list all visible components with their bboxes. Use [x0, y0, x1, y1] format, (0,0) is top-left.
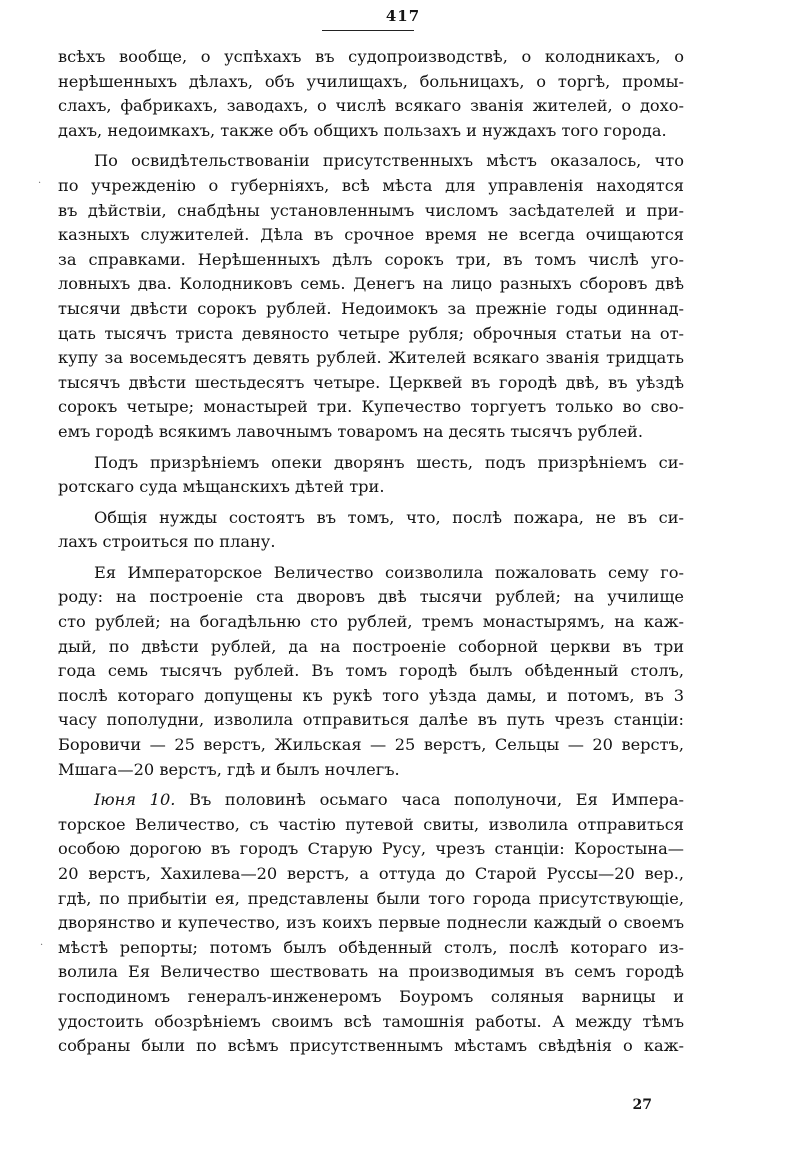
text-line: за справками. Нерѣшенныхъ дѣлъ сорокъ три, въ томъ числѣ уго-	[58, 249, 684, 269]
body-text	[58, 45, 684, 1059]
text-line: особою дорогою въ городъ Старую Русу, чрезъ станціи: Коростына—	[58, 839, 684, 859]
text-line: Ея Императорское Величество соизволила пожаловать сему го-	[94, 562, 684, 582]
text-line: ротскаго суда мѣщанскихъ дѣтей три.	[58, 477, 385, 497]
text-line: господиномъ генералъ-инженеромъ Боуромъ соляныя варницы и	[58, 986, 684, 1006]
text-line: по учрежденію о губерніяхъ, всѣ мѣста для управленія находятся	[58, 175, 684, 195]
text-line: Общія нужды состоятъ въ томъ, что, послѣ пожара, не въ си-	[94, 507, 684, 527]
text-line: часу пополудни, изволила отправиться далѣе въ путь чрезъ станціи:	[58, 710, 684, 730]
text-line: По освидѣтельствованіи присутственныхъ мѣстъ оказалось, что	[94, 151, 684, 171]
text-line: роду: на построеніе ста дворовъ двѣ тысячи рублей; на училище	[58, 587, 684, 607]
text-line: цать тысячъ триста девяносто четыре рубля; оброчныя статьи на от-	[58, 323, 684, 343]
text-line: года семь тысячъ рублей. Въ томъ городѣ былъ обѣденный столъ,	[58, 661, 684, 681]
date-heading: Іюня 10.	[94, 790, 176, 810]
paragraph-6	[58, 788, 684, 1059]
text-line: Мшага—20 верстъ, гдѣ и былъ ночлегъ.	[58, 759, 400, 779]
paragraph-4	[58, 506, 684, 555]
paragraph-3	[58, 451, 684, 500]
text-line: волила Ея Величество шествовать на производимыя въ семъ городѣ	[58, 962, 684, 982]
text-line: нерѣшенныхъ дѣлахъ, объ училищахъ, больницахъ, о торгѣ, промы-	[58, 71, 684, 91]
signature-mark: 27	[632, 1097, 652, 1113]
text-line: Боровичи — 25 верстъ, Жильская — 25 верстъ, Сельцы — 20 верстъ,	[58, 735, 684, 755]
text-line: собраны были по всѣмъ присутственнымъ мѣстамъ свѣдѣнія о каж-	[58, 1036, 684, 1056]
paragraph-2	[58, 149, 684, 444]
text-line: всѣхъ вообще, о успѣхахъ въ судопроизводствѣ, о колодникахъ, о	[58, 47, 684, 66]
text-line: удостоить обозрѣніемъ своимъ всѣ тамошнія работы. А между тѣмъ	[58, 1011, 684, 1031]
text-line: дворянство и купечество, изъ коихъ первые поднесли каждый о своемъ	[58, 913, 684, 933]
text-line: сорокъ четыре; монастырей три. Купечество торгуетъ только во сво-	[58, 397, 684, 417]
text-line: сто рублей; на богадѣльню сто рублей, тремъ монастырямъ, на каж-	[58, 612, 684, 632]
text-line-rest: Въ половинѣ осьмаго часа пополуночи, Ея Импера-	[175, 790, 684, 810]
text-line: емъ городѣ всякимъ лавочнымъ товаромъ на десять тысячъ рублей.	[58, 421, 643, 441]
text-line: ловныхъ два. Колодниковъ семь. Денегъ на лицо разныхъ сборовъ двѣ	[58, 274, 684, 294]
margin-speck: ·	[40, 940, 44, 951]
text-line	[58, 788, 684, 813]
paragraph-5	[58, 561, 684, 782]
text-line: купу за восемьдесятъ девять рублей. Жителей всякаго званія тридцать	[58, 348, 684, 368]
text-line: мѣстѣ репорты; потомъ былъ обѣденный столъ, послѣ котораго из-	[58, 937, 684, 957]
text-line: дый, по двѣсти рублей, да на построеніе соборной церкви въ три	[58, 636, 684, 656]
text-line: послѣ котораго допущены къ рукѣ того уѣзда дамы, и потомъ, въ 3	[58, 685, 684, 705]
text-line: слахъ, фабрикахъ, заводахъ, о числѣ всякаго званія жителей, о дохо-	[58, 96, 684, 116]
text-line: тысячи двѣсти сорокъ рублей. Недоимокъ за прежніе годы одиннад-	[58, 298, 684, 318]
header-rule	[322, 30, 414, 31]
text-line: 20 верстъ, Хахилева—20 верстъ, а оттуда до Старой Руссы—20 вер.,	[58, 864, 684, 883]
text-line: тысячъ двѣсти шестьдесятъ четыре. Церквей въ городѣ двѣ, въ уѣздѣ	[58, 372, 684, 392]
margin-speck: ·	[38, 178, 42, 189]
text-line: гдѣ, по прибытіи ея, представлены были того города присутствующіе,	[58, 888, 684, 908]
paragraph-1	[58, 45, 684, 143]
page-number: 417	[385, 7, 421, 25]
text-line: казныхъ служителей. Дѣла въ срочное время не всегда очищаются	[58, 225, 684, 245]
text-line: Подъ призрѣніемъ опеки дворянъ шесть, подъ призрѣніемъ си-	[94, 452, 684, 472]
text-line: лахъ строиться по плану.	[58, 532, 276, 552]
text-line: въ дѣйствіи, снабдѣны установленнымъ числомъ засѣдателей и при-	[58, 200, 684, 220]
text-line: торское Величество, съ частію путевой свиты, изволила отправиться	[58, 814, 684, 834]
page-header	[0, 6, 792, 25]
text-line: дахъ, недоимкахъ, также объ общихъ пользахъ и нуждахъ того города.	[58, 120, 667, 140]
